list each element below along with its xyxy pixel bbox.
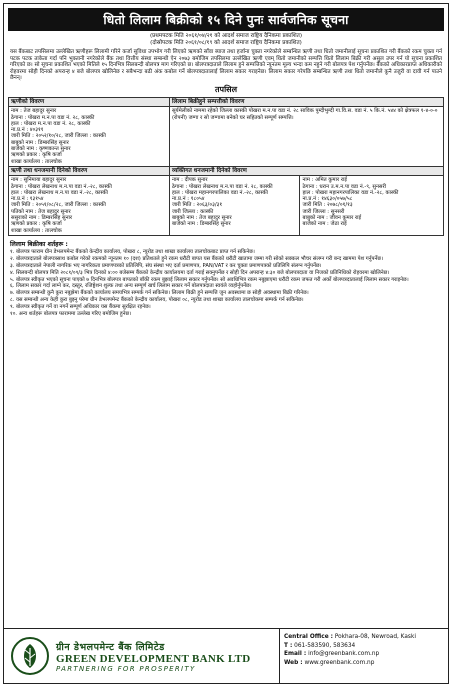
publication-note-2: (दोस्रोपटक मिति २०६१/०८/१९ को आदर्श समाज राष्ट्रिय दैनिकमा प्रकाशित) (150, 40, 302, 46)
condition-item: ३. बोलपत्रदाताले नेपाली नागरिक भए नागरिकता प्रमाणपत्रको प्रतिलिपि, संघ संस्था भए दर्ता प्रमाणपत्र, PAN/VAT र कर चुक्ता प्रमाणपत्रको प्रतिलिपि संलग्न गर्नुपर्नेछ। (10, 262, 322, 269)
bank-footer (4, 628, 448, 683)
condition-item: १०. अन्य शर्तहरू बोलपत्र फाराममा उल्लेख गरिए बमोजिम हुनेछ। (10, 311, 132, 318)
col-header-borrower: ऋणीको विवरण (9, 97, 170, 106)
col-header-collateral: लिलाम बिक्रीहुने सम्पत्तीको विवरण (169, 97, 443, 106)
web-value: www.greenbank.com.np (304, 659, 375, 666)
condition-item: ५. बोलपत्र स्वीकृत भएको सूचना पाएको ७ दिनभित्र बोलपत्र बापतको बाँकी रकम बुझाई लिलाम सकार गर्नुपर्नेछ। सो अवधिभित्र रकम नबुझाएमा धरौटी रकम जफत गरी अर्को बोलपत्रदातालाई लिलाम सकार गराइनेछ। (10, 276, 409, 283)
guarantor-cell-2 (300, 176, 444, 236)
notice-intro: यस बैंकबाट तपसिलमा उल्लेखित ऋणीहरू लिलामी गरिने कर्जा सुविधा उपभोग गरी लिएको ऋणको साँवा ब्याज तथा हर्जाना चुक्ता नगरेकोले सम्बन्धित ऋणी तथा धितो जमानीलाई सूचना प्रकाशित गरी बैंकको रकम चुक्ता गर्न पटक पटक ताकेता गर्दा पनि भुक्तानी नगरेकोले बैंक तथा वित्तीय संस्था सम्बन्धी ऐन २०७३ बमोजिम तपसिलमा उल्लेखित ऋणी एवम् धितो जमानीको सम्पत्ति धितो लिलाम बिक्री गरी असुल उपर गर्न यो सूचना प्रकाशित गरिएको छ। सो सूचना प्रकाशित भएको मितिले १५ दिनभित्र सिलबन्दी बोलपत्र माग गरिएको छ। बोलपत्रदाताले लिलाम हुने सम्पत्तिको न्यूनतम मूल्य भन्दा कम नहुने गरी बोलपत्र पेश गर्नुपर्नेछ। बैंकको अधिकारप्राप्त अधिकारीको रोहवरमा सोही दिनको अपरान्ह ४ बजे बोलपत्र खोलिनेछ र सबैभन्दा बढी अंक कबोल गर्ने बोलपत्रदातालाई लिलाम सकार गराइनेछ। लिलाम सकार गरेपछि सम्बन्धित ऋणी तथा धितो जमानीले कुनै उजुरी वा दावी गर्न पाउने छैनन्। (10, 49, 442, 82)
conditions-heading: लिलाम बिक्रीका शर्तहरू : (10, 240, 68, 248)
conditions-list (10, 249, 442, 318)
guarantor-line: ना.प्र.नं : १४६३०/०५७/५८ (302, 196, 353, 203)
condition-item: ४. सिलबन्दी बोलपत्र मिति २०८१/०९/३ भित्र दिनको ४:०० बजेसम्म बैंकको केन्द्रीय कार्यालयमा दर्ता गराई सक्नुपर्नेछ र सोही दिन अपरान्ह ४:३० बजे बोलपत्रदाता वा निजको प्रतिनिधिको रोहवरमा खोलिनेछ। (10, 269, 390, 276)
borrower-line: शाखा कार्यालय : तालचोक (11, 158, 62, 165)
borrower-line: जारी मिति : २०५१/०८/२८, जारी जिल्ला : कास्की (11, 202, 106, 209)
email-label: Email : (284, 651, 307, 658)
borrower-line: ऋणको प्रकार : कृषि कर्जा (11, 221, 62, 228)
bank-logo-block (4, 629, 279, 683)
guarantor-line: ना.प्र.नं : १८०५४ (171, 196, 205, 203)
condition-item: ८. यस सम्बन्धी अन्य केही कुरा बुझ्नु परेमा ग्रीन डेभलपमेन्ट बैंकको केन्द्रीय कार्यालय, पोखरा ०८, न्युरोड तथा शाखा कार्यालय तालचोकमा सम्पर्क गर्न सकिनेछ। (10, 297, 304, 304)
condition-item: १. बोलपत्र फाराम ग्रीन डेभलपमेन्ट बैंकको केन्द्रीय कार्यालय, पोखरा ८, न्युरोड तथा शाखा कार्यालय तालचोकबाट प्राप्त गर्न सकिनेछ। (10, 248, 255, 255)
guarantor-line: नाम : दीपक सुनार (171, 177, 208, 184)
bank-tagline: PARTNERING FOR PROSPERITY (56, 664, 196, 673)
borrower-line: हाल : पोखरा म.न.पा वडा नं. २८, कास्की (11, 120, 91, 127)
guarantor-line: जारी जिल्ला : सुनसरी (302, 208, 345, 215)
condition-item: ७. बोलपत्र सम्बन्धी कुनै कुरा नबुझेमा बैंकको कार्यालय समयभित्र सम्पर्क गर्न सकिनेछ। लिलाम बिक्री हुने सम्पत्ति जुन अवस्थामा छ सोही अवस्थामा बिक्री गरिनेछ। (10, 290, 309, 297)
contact-phone (284, 642, 444, 651)
bank-name-english: GREEN DEVELOPMENT BANK LTD (56, 652, 251, 665)
guarantor-line: बाबुको नाम : जीवन कुमार राई (302, 215, 362, 222)
borrower-cell-1 (9, 107, 170, 167)
bank-logo-icon (10, 636, 50, 676)
guarantor-line: बाबुको नाम : तेज बहादुर सुनार (171, 215, 232, 222)
condition-item: २. बोलपत्रदाताले बोलपत्रसाथ कबोल गरेको रकमको न्यूनतम १० (दश) प्रतिशतले हुने रकम धरौटी बापत यस बैंकको धरौटी खातामा जम्मा गरी सोको सक्कल भौचर संलग्न गरी बन्द खाममा पेश गर्नुपर्नेछ। (10, 255, 383, 262)
borrower-line: शाखा कार्यालय : तालचोक (11, 227, 62, 234)
contact-office (284, 633, 444, 642)
notice-title: धितो लिलाम बिक्रीको १५ दिने पुनः सार्वजनिक सूचना (8, 8, 444, 31)
bank-contact (279, 629, 448, 683)
notice-page (3, 3, 449, 684)
guarantor-line: बाजेको नाम : डिम्बरसिंह सुनार (171, 221, 231, 228)
guarantor-line: बाजेको नाम : जेठा राई (302, 221, 347, 228)
borrower-cell-2 (9, 176, 170, 236)
borrower-line: ठेगाना : पोखरा म.न.पा वडा नं. २८, कास्की (11, 114, 95, 121)
web-label: Web : (284, 659, 303, 666)
email-value: info@greenbank.com.np (308, 651, 380, 658)
borrower-line: जारी मिति : २०५२/१०/२८, जारी जिल्ला : कास्की (11, 133, 106, 140)
office-value: Pokhara-08, Newroad, Kaski (334, 634, 416, 640)
details-table (8, 97, 444, 236)
guarantor-line: ठेगाना : धरान उ.म.न.पा वडा नं.-९, सुनसरी (302, 183, 387, 190)
borrower-line: ना.प्र.नं : १३१५४ (11, 196, 44, 203)
borrower-line: पतिको नाम : तेज बहादुर सुनार (11, 208, 71, 215)
borrower-line: ऋणको प्रकार : कृषि कर्जा (11, 152, 62, 159)
contact-web (284, 659, 444, 668)
col-header-borrower-guarantor: ऋणी तथा धनजमानी दिनेको विवरण (9, 166, 170, 175)
guarantor-line: जारी मिति : २०७८/०१/१३ (302, 202, 353, 209)
borrower-line: बाजेको नाम : कृष्णकान्त सुनार (11, 146, 71, 153)
guarantor-line: जारी मिति : २०६३/०३/३१ (171, 202, 223, 209)
tel-value: 061-583590, 583634 (294, 642, 356, 649)
borrower-line: ना.प्र.नं : ४०३११ (11, 127, 44, 134)
borrower-line: ठेगाना : पोखरा लेखनाथ म.न.पा वडा नं.-२८, कास्की (11, 183, 112, 190)
guarantor-line: जारी जिल्ला : कास्की (171, 208, 214, 215)
borrower-line: बाबुको नाम : डिम्बरसिंह सुनार (11, 139, 69, 146)
collateral-cell-1: सूर्यमेलीको नाममा रहेको जिल्ला कास्की पोखरा म.न.पा वडा नं. २८ साविक पुम्दीभुम्दी गा.वि.स. वडा नं. ५ कि.नं. ५४४ को क्षेत्रफल १-४-०-० (रोपनी) जग्गा र सो जग्गामा बनेको घर सहितको सम्पूर्ण सम्पत्ति। (169, 107, 443, 167)
borrower-line: हाल : पोखरा लेखनाथ म.न.पा वडा नं.-२८, कास्की (11, 189, 108, 196)
guarantor-line: हाल : पोखरा महानगरपालिका वडा नं.-२८, कास्की (302, 189, 399, 196)
borrower-line: ससुराको नाम : डिम्बरसिंह सुनार (11, 215, 73, 222)
contact-email (284, 650, 444, 659)
guarantor-line: हाल : पोखरा महानगरपालिका वडा नं.-२८, कास्की (171, 189, 268, 196)
condition-item: ९. बोलपत्र स्वीकृत गर्ने वा नगर्ने सम्पूर्ण अधिकार यस बैंकमा सुरक्षित रहनेछ। (10, 304, 151, 311)
guarantor-line: नाम : अमित कुमार राई (302, 177, 347, 184)
bank-name-nepali: ग्रीन डेभलपमेन्ट बैंक लिमिटेड (56, 641, 165, 653)
borrower-line: नाम : सुनिमाया बहादुर सुनार (11, 177, 67, 184)
tapsil-heading: तपसिल (214, 84, 237, 94)
tel-label: T : (284, 642, 293, 649)
guarantor-cell-1 (169, 176, 300, 236)
office-label: Central Office : (284, 634, 333, 640)
bank-name-block (56, 640, 251, 673)
guarantor-line: ठेगाना : पोखरा लेखनाथ म.न.पा वडा नं. २८, कास्की (171, 183, 273, 190)
condition-item: ६. लिलाम सकार गर्दा लाग्ने कर, दस्तुर, रजिष्ट्रेशन शुल्क तथा अन्य सम्पूर्ण खर्च लिलाम सकार गर्ने बोलपत्रदाता स्वयंले व्यहोर्नुपर्नेछ। (10, 283, 252, 290)
col-header-personal-guarantor: व्यक्तिगत धनजमानी दिनेको विवरण (169, 166, 443, 175)
publication-note-1: (प्रथमपटक मिति २०६१/०४/२१ को आदर्श समाज राष्ट्रिय दैनिकमा प्रकाशित) (149, 33, 303, 39)
publication-notes (4, 33, 448, 47)
borrower-line: नाम : तेज बहादुर सुनार (11, 108, 57, 115)
